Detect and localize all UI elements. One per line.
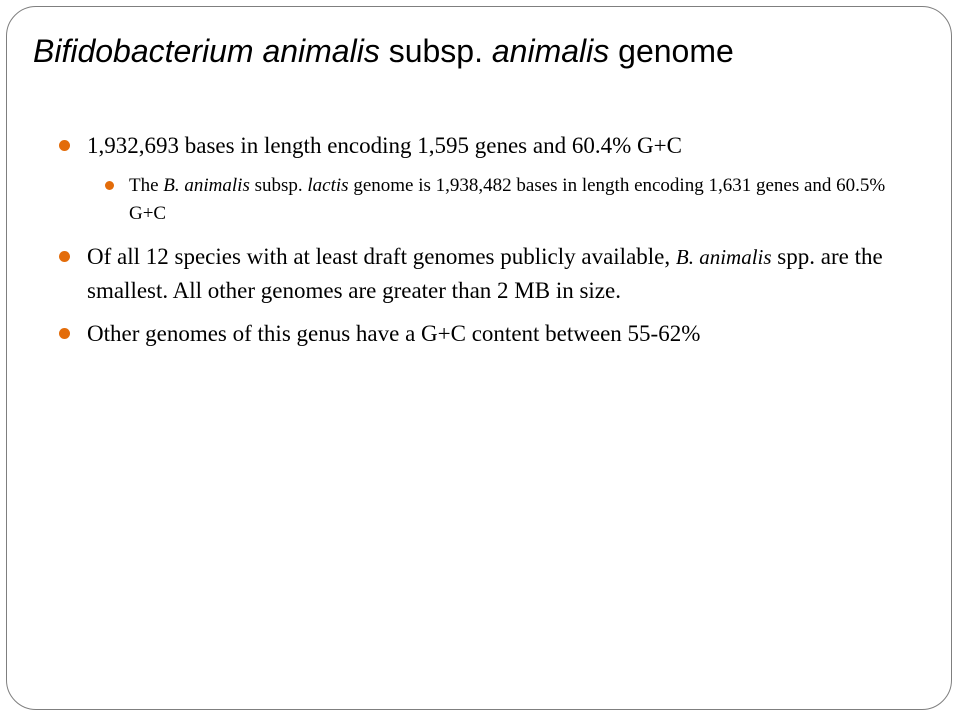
subbullet-lactis-genome	[105, 172, 909, 228]
bullet-genome-size	[59, 129, 909, 162]
subbullet-text-3: genome is 1,938,482 bases in length encoding 1,631 genes and 60.5% G+C	[129, 175, 886, 224]
bullet-smallest-species: B. animalis	[675, 245, 772, 269]
bullet-gc-content	[59, 317, 909, 350]
subbullet-text-2: subsp.	[249, 175, 308, 196]
title-genus-species: Bifidobacterium animalis	[33, 33, 380, 69]
subbullet-subspecies: lactis	[307, 175, 349, 196]
title-subspecies: animalis	[491, 33, 610, 69]
bullet-smallest-text-2: spp. are the smallest. All other genomes are greater than 2 MB in size.	[87, 244, 883, 303]
title-suffix: genome	[609, 33, 734, 69]
bullet-gc-content-text: Other genomes of this genus have a G+C content between 55-62%	[87, 321, 701, 346]
slide-title	[33, 33, 734, 70]
subbullet-text-1: The	[129, 175, 164, 196]
bullet-smallest-text-1: Of all 12 species with at least draft genomes publicly available,	[87, 244, 676, 269]
title-subsp: subsp.	[379, 33, 492, 69]
bullet-smallest-genome	[59, 240, 909, 307]
bullet-genome-size-text: 1,932,693 bases in length encoding 1,595 genes and 60.4% G+C	[87, 133, 682, 158]
subbullet-species: B. animalis	[163, 175, 250, 196]
slide-body	[59, 129, 909, 360]
slide-frame	[6, 6, 952, 710]
